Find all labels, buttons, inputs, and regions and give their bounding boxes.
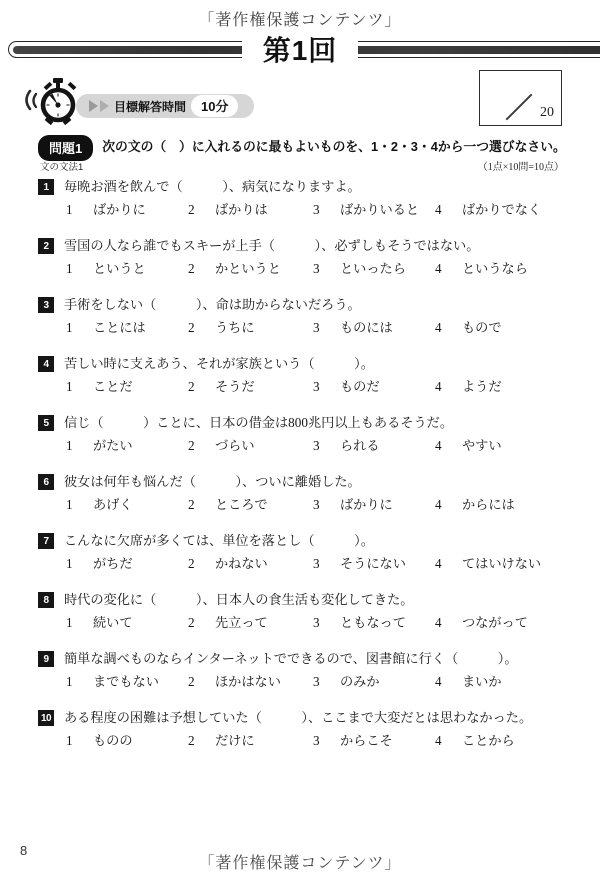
option-text: まいか (462, 674, 502, 689)
problem-meta-row (40, 158, 564, 173)
option-text: かというと (215, 261, 281, 276)
answer-option-1 (66, 377, 188, 397)
question-stem: こんなに欠席が多くては、単位を落とし（ ）。 (64, 533, 374, 548)
stopwatch-icon (22, 76, 84, 128)
answer-option-1 (66, 200, 188, 220)
option-text: つながって (462, 615, 528, 630)
score-slash (506, 94, 533, 121)
option-text: てはいけない (462, 556, 542, 571)
answer-option-4 (435, 731, 572, 751)
answer-option-4 (435, 436, 572, 456)
option-number: 4 (435, 556, 442, 571)
option-text: 先立って (215, 615, 268, 630)
option-number: 3 (313, 556, 320, 571)
answer-option-2 (188, 377, 313, 397)
option-number: 1 (66, 733, 73, 748)
round-title: 第1回 (262, 35, 338, 66)
question-number-badge: 4 (38, 356, 54, 372)
option-text: もので (462, 320, 502, 335)
answer-option-3 (313, 259, 435, 279)
option-number: 2 (188, 497, 195, 512)
option-text: 続いて (93, 615, 133, 630)
option-number: 1 (66, 320, 73, 335)
option-number: 2 (188, 202, 195, 217)
option-text: ばかりに (93, 202, 146, 217)
question-item (38, 531, 572, 574)
option-text: ともなって (340, 615, 406, 630)
option-text: といったら (340, 261, 406, 276)
answer-option-3 (313, 436, 435, 456)
option-text: のみか (340, 674, 380, 689)
question-stem: 簡単な調べものならインターネットでできるので、図書館に行く（ ）。 (64, 651, 518, 666)
answer-option-2 (188, 200, 313, 220)
option-text: からには (462, 497, 515, 512)
question-head (38, 236, 572, 256)
problem-category: 文の文法1 (40, 162, 84, 173)
answer-option-3 (313, 554, 435, 574)
answer-option-1 (66, 672, 188, 692)
option-text: ものだ (340, 379, 380, 394)
option-number: 3 (313, 674, 320, 689)
option-number: 1 (66, 438, 73, 453)
answer-options-row (66, 200, 572, 220)
option-number: 3 (313, 497, 320, 512)
question-number-badge: 6 (38, 474, 54, 490)
answer-option-2 (188, 672, 313, 692)
problem-instruction: 次の文の（ ）に入れるのに最もよいものを、1・2・3・4から一つ選びなさい。 (102, 139, 566, 154)
question-head (38, 354, 572, 374)
question-number-badge: 9 (38, 651, 54, 667)
option-number: 2 (188, 261, 195, 276)
question-item (38, 472, 572, 515)
question-head (38, 708, 572, 728)
option-number: 4 (435, 261, 442, 276)
answer-option-1 (66, 613, 188, 633)
question-number-badge: 8 (38, 592, 54, 608)
option-text: ものには (340, 320, 393, 335)
question-head (38, 531, 572, 551)
answer-option-3 (313, 377, 435, 397)
option-text: からこそ (340, 733, 393, 748)
answer-option-4 (435, 259, 572, 279)
option-text: そうにない (340, 556, 406, 571)
answer-options-row (66, 672, 572, 692)
option-text: かねない (215, 556, 268, 571)
question-stem: 雪国の人なら誰でもスキーが上手（ ）、必ずしもそうではない。 (64, 238, 480, 253)
question-item (38, 236, 572, 279)
option-number: 3 (313, 320, 320, 335)
option-number: 2 (188, 438, 195, 453)
question-number-badge: 3 (38, 297, 54, 313)
option-text: ものの (93, 733, 133, 748)
option-number: 4 (435, 320, 442, 335)
answer-option-3 (313, 672, 435, 692)
question-item (38, 413, 572, 456)
answer-options-row (66, 554, 572, 574)
chevron-right-icon (89, 100, 98, 112)
answer-option-4 (435, 672, 572, 692)
answer-option-4 (435, 554, 572, 574)
question-head (38, 472, 572, 492)
question-item (38, 708, 572, 751)
option-number: 1 (66, 379, 73, 394)
option-number: 4 (435, 733, 442, 748)
question-stem: 時代の変化に（ ）、日本人の食生活も変化してきた。 (64, 592, 414, 607)
option-text: というなら (462, 261, 528, 276)
copyright-footer: 「著作権保護コンテンツ」 (198, 855, 402, 872)
answer-option-1 (66, 731, 188, 751)
question-number-badge: 2 (38, 238, 54, 254)
answer-options-row (66, 613, 572, 633)
option-text: までもない (93, 674, 159, 689)
answer-option-3 (313, 200, 435, 220)
answer-option-4 (435, 318, 572, 338)
answer-options-row (66, 377, 572, 397)
answer-option-4 (435, 495, 572, 515)
option-number: 2 (188, 674, 195, 689)
option-number: 4 (435, 674, 442, 689)
question-stem: 毎晩お酒を飲んで（ ）、病気になりますよ。 (64, 179, 361, 194)
option-text: ことだ (93, 379, 133, 394)
question-item (38, 590, 572, 633)
option-number: 1 (66, 497, 73, 512)
option-number: 3 (313, 261, 320, 276)
points-note: （1点×10問=10点） (477, 162, 564, 173)
question-head (38, 413, 572, 433)
target-time-label: 目標解答時間 (114, 99, 187, 114)
option-number: 1 (66, 674, 73, 689)
question-item (38, 649, 572, 692)
question-list (38, 177, 572, 767)
option-text: ばかりでなく (462, 202, 542, 217)
question-number-badge: 7 (38, 533, 54, 549)
answer-option-2 (188, 731, 313, 751)
answer-option-2 (188, 259, 313, 279)
option-text: ところで (215, 497, 268, 512)
question-number-badge: 5 (38, 415, 54, 431)
copyright-header: 「著作権保護コンテンツ」 (198, 12, 402, 29)
option-text: ことには (93, 320, 146, 335)
option-text: られる (340, 438, 380, 453)
question-stem: 苦しい時に支えあう、それが家族という（ ）。 (64, 356, 374, 371)
option-number: 3 (313, 615, 320, 630)
answer-option-1 (66, 259, 188, 279)
option-number: 2 (188, 615, 195, 630)
option-number: 1 (66, 261, 73, 276)
question-stem: 彼女は何年も悩んだ（ ）、ついに離婚した。 (64, 474, 361, 489)
score-entry-box (479, 70, 562, 126)
answer-option-3 (313, 613, 435, 633)
answer-option-2 (188, 495, 313, 515)
question-item (38, 354, 572, 397)
answer-option-2 (188, 613, 313, 633)
target-time-pill (76, 94, 254, 118)
answer-option-3 (313, 495, 435, 515)
answer-option-1 (66, 436, 188, 456)
option-text: あげく (93, 497, 133, 512)
question-number-badge: 1 (38, 179, 54, 195)
option-number: 1 (66, 615, 73, 630)
option-number: 4 (435, 438, 442, 453)
option-text: というと (93, 261, 146, 276)
option-number: 3 (313, 438, 320, 453)
option-text: ほかはない (215, 674, 281, 689)
page-number: 8 (20, 843, 28, 858)
option-text: そうだ (215, 379, 255, 394)
option-text: がたい (93, 438, 133, 453)
option-text: づらい (215, 438, 255, 453)
option-text: うちに (215, 320, 255, 335)
option-number: 4 (435, 497, 442, 512)
question-item (38, 177, 572, 220)
answer-option-3 (313, 731, 435, 751)
option-number: 2 (188, 320, 195, 335)
answer-option-1 (66, 495, 188, 515)
option-number: 2 (188, 556, 195, 571)
answer-options-row (66, 436, 572, 456)
option-text: やすい (462, 438, 502, 453)
answer-options-row (66, 318, 572, 338)
option-text: がちだ (93, 556, 133, 571)
question-item (38, 295, 572, 338)
option-text: ばかりは (215, 202, 268, 217)
round-title-box (242, 29, 358, 69)
option-number: 1 (66, 556, 73, 571)
option-text: ばかりいると (340, 202, 420, 217)
answer-option-4 (435, 200, 572, 220)
option-number: 3 (313, 733, 320, 748)
answer-option-4 (435, 377, 572, 397)
option-text: ばかりに (340, 497, 393, 512)
option-number: 3 (313, 379, 320, 394)
question-head (38, 177, 572, 197)
chevron-right-icon (100, 100, 109, 112)
option-number: 2 (188, 379, 195, 394)
option-text: ようだ (462, 379, 502, 394)
option-number: 2 (188, 733, 195, 748)
option-number: 4 (435, 202, 442, 217)
option-number: 4 (435, 615, 442, 630)
answer-options-row (66, 495, 572, 515)
question-head (38, 649, 572, 669)
question-stem: 手術をしない（ ）、命は助からないだろう。 (64, 297, 361, 312)
answer-options-row (66, 259, 572, 279)
answer-option-4 (435, 613, 572, 633)
question-head (38, 295, 572, 315)
option-text: ことから (462, 733, 515, 748)
score-max: 20 (540, 105, 554, 120)
problem-number-badge: 問題1 (38, 135, 93, 161)
answer-option-3 (313, 318, 435, 338)
answer-option-1 (66, 554, 188, 574)
target-time-value: 10分 (191, 95, 238, 117)
answer-option-2 (188, 436, 313, 456)
option-text: だけに (215, 733, 255, 748)
answer-option-2 (188, 554, 313, 574)
option-number: 1 (66, 202, 73, 217)
answer-options-row (66, 731, 572, 751)
question-stem: 信じ（ ）ことに、日本の借金は800兆円以上もあるそうだ。 (64, 415, 454, 430)
question-number-badge: 10 (38, 710, 54, 726)
answer-option-1 (66, 318, 188, 338)
answer-option-2 (188, 318, 313, 338)
question-head (38, 590, 572, 610)
option-number: 3 (313, 202, 320, 217)
question-stem: ある程度の困難は予想していた（ ）、ここまで大変だとは思わなかった。 (64, 710, 533, 725)
option-number: 4 (435, 379, 442, 394)
